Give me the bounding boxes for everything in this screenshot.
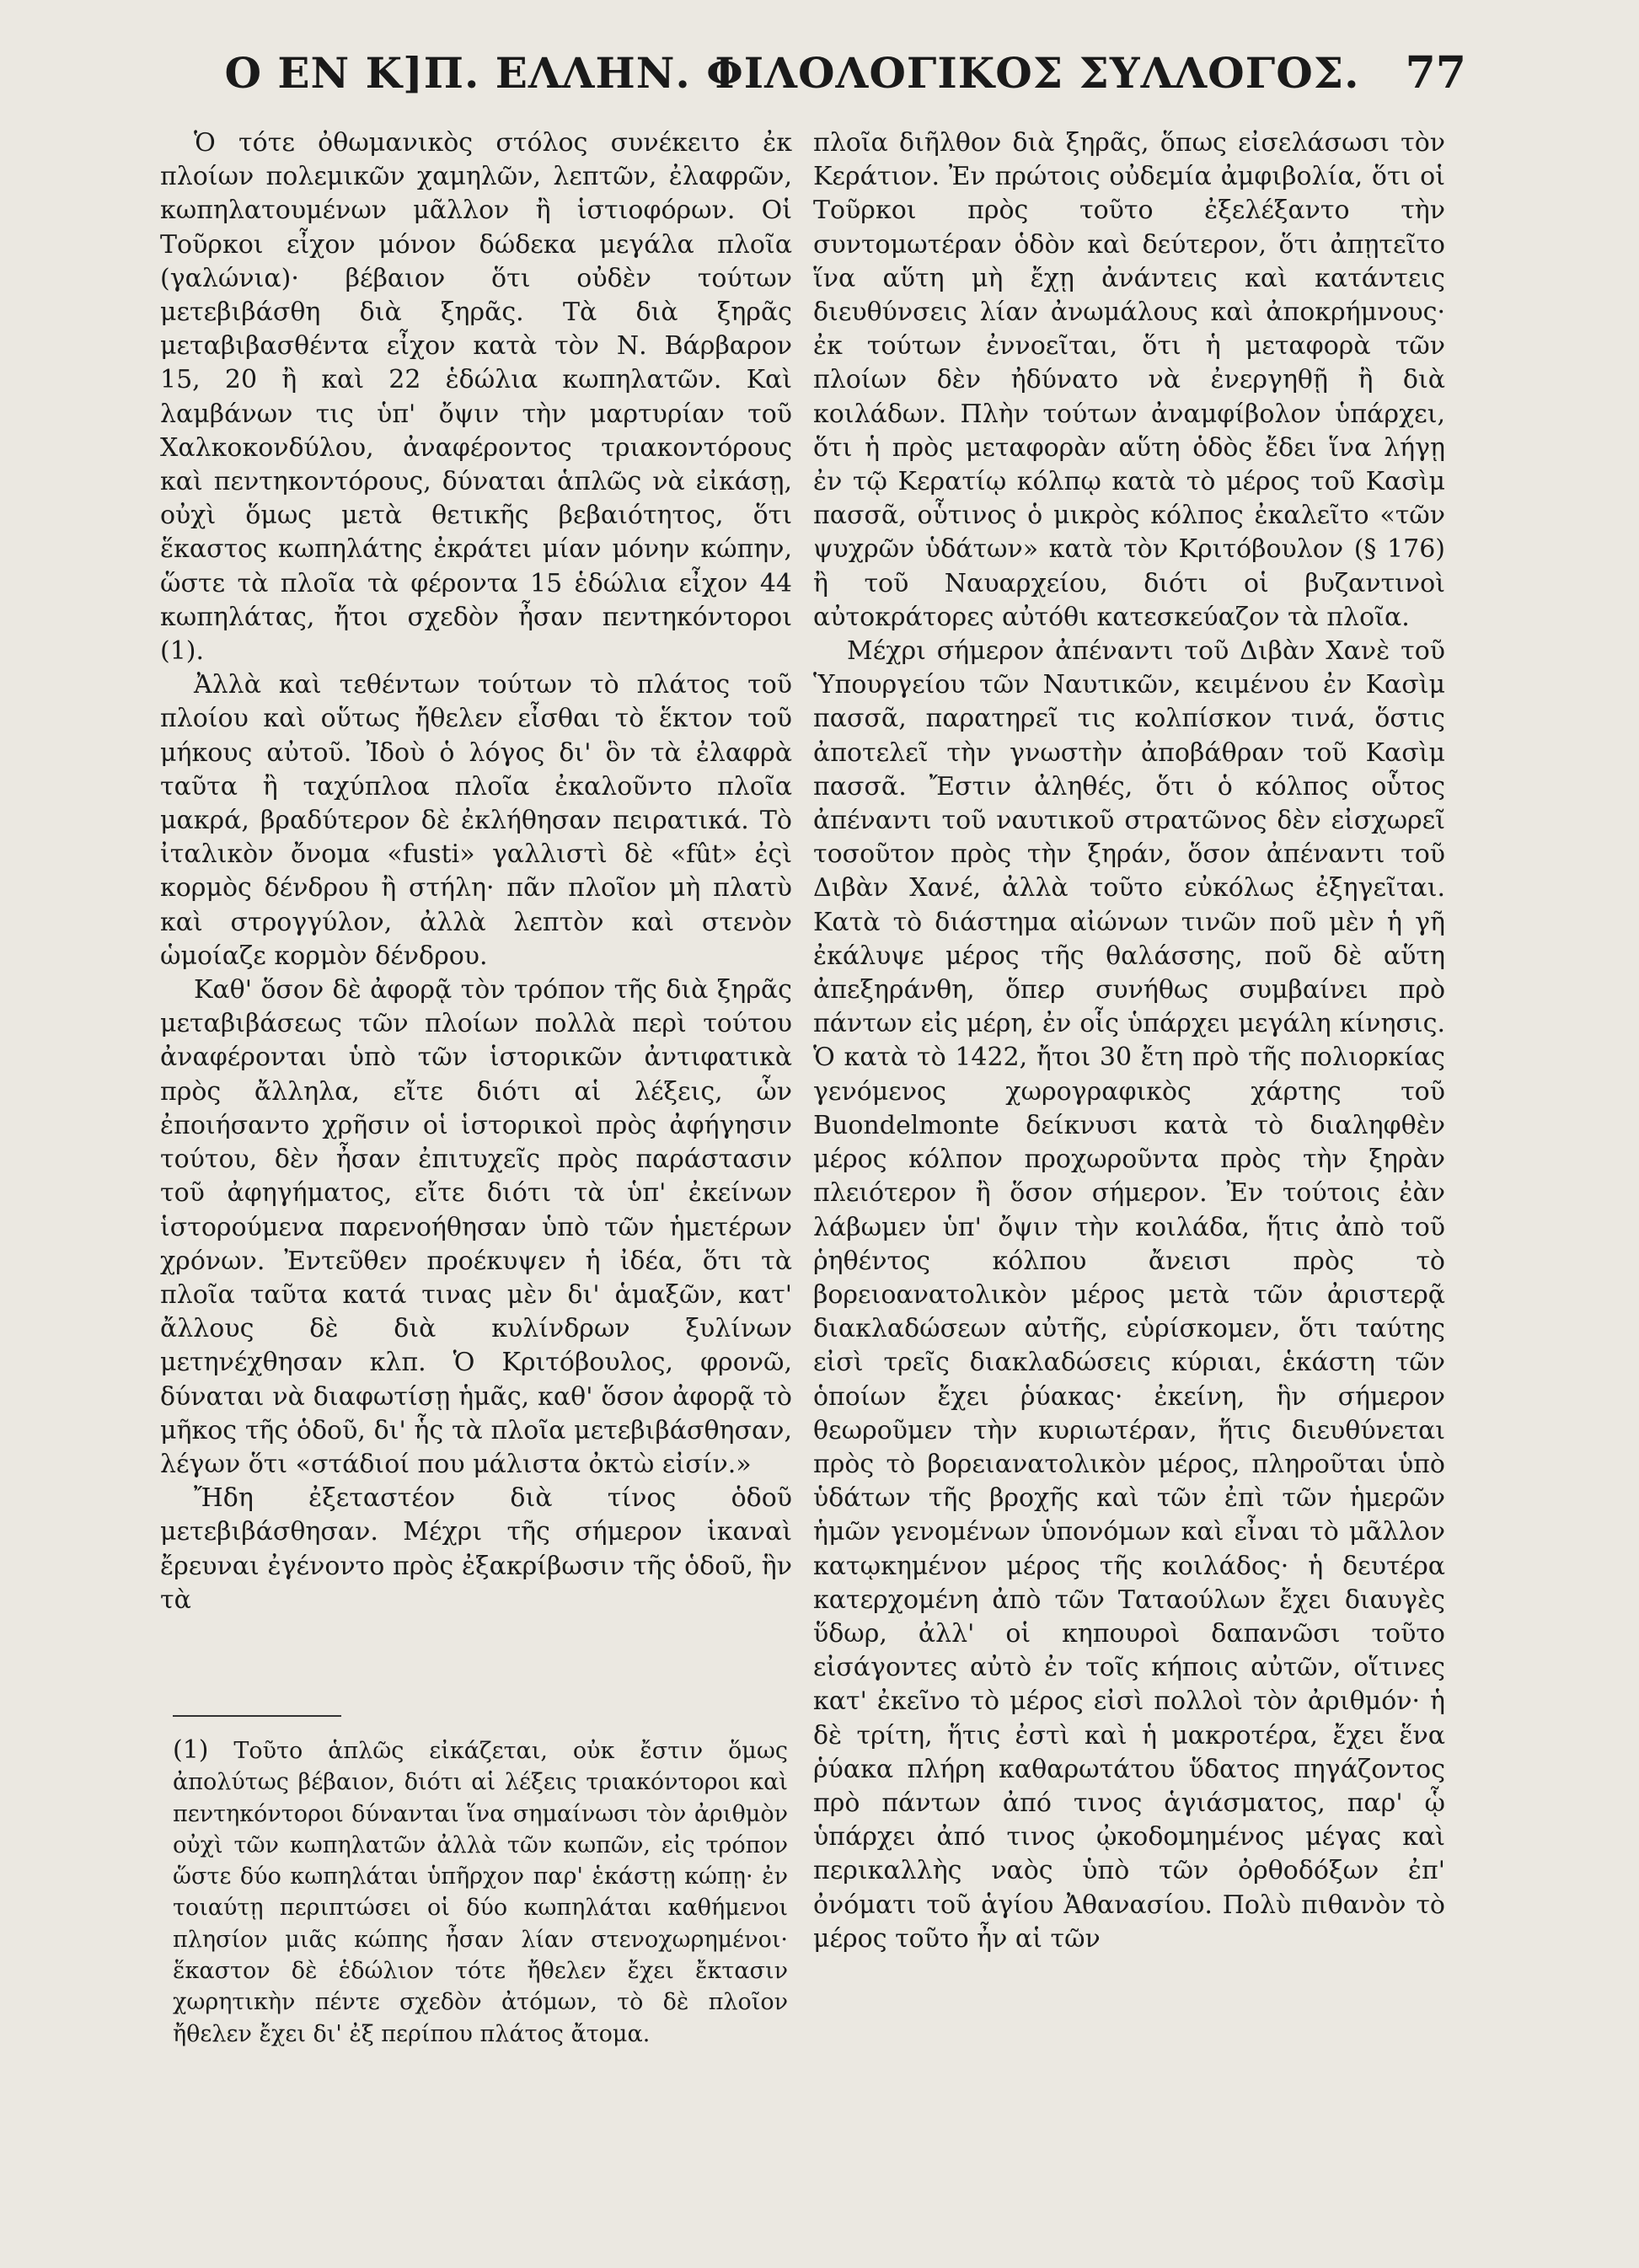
page-number: 77 <box>1405 47 1466 99</box>
left-column <box>160 126 792 1617</box>
paragraph: Καθ' ὅσον δὲ ἀφορᾷ τὸν τρόπον τῆς διὰ ξηρᾶς μεταβιβάσεως τῶν πλοίων πολλὰ περὶ τούτου ἀναφέρονται ὑπὸ τῶν ἱστορικῶν ἀντιφατικὰ πρὸς ἄλληλα, εἴτε διότι αἱ λέξεις, ὧν ἐποιήσαντο χρῆσιν οἱ ἱστορικοὶ πρὸς ἀφήγησιν τούτου, δὲν ἦσαν ἐπιτυχεῖς πρὸς παράστασιν τοῦ ἀφηγήματος, εἴτε διότι τὰ ὑπ' ἐκείνων ἱστορούμενα παρενοήθησαν ὑπὸ τῶν ἡμετέρων χρόνων. Ἐντεῦθεν προέκυψεν ἡ ἰδέα, ὅτι τὰ πλοῖα ταῦτα κατά τινας μὲν δι' ἁμαξῶν, κατ' ἄλλους δὲ διὰ κυλίνδρων ξυλίνων μετηνέχθησαν κλπ. Ὁ Κριτόβουλος, φρονῶ, δύναται νὰ διαφωτίσῃ ἡμᾶς, καθ' ὅσον ἀφορᾷ τὸ μῆκος τῆς ὁδοῦ, δι' ἧς τὰ πλοῖα μετεβιβάσθησαν, λέγων ὅτι «στάδιοί που μάλιστα ὀκτὼ εἰσίν.» <box>160 975 792 1479</box>
running-head: Ο ΕΝ Κ]Π. ΕΛΛΗΝ. ΦΙΛΟΛΟΓΙΚΟΣ ΣΥΛΛΟΓΟΣ. <box>224 48 1360 98</box>
paragraph: Μέχρι σήμερον ἀπέναντι τοῦ Διβὰν Χανὲ τοῦ Ὑπουργείου τῶν Ναυτικῶν, κειμένου ἐν Κασὶμ πασσᾶ, παρατηρεῖ τις κολπίσκον τινά, ὅστις ἀποτελεῖ τὴν γνωστὴν ἀποβάθραν τοῦ Κασὶμ πασσᾶ. Ἔστιν ἀληθές, ὅτι ὁ κόλπος οὗτος ἀπέναντι τοῦ ναυτικοῦ στρατῶνος δὲν εἰσχωρεῖ τοσοῦτον πρὸς τὴν ξηράν, ὅσον ἀπέναντι τοῦ Διβὰν Χανέ, ἀλλὰ τοῦτο εὐκόλως ἐξηγεῖται. Κατὰ τὸ διάστημα αἰώνων τινῶν ποῦ μὲν ἡ γῆ ἐκάλυψε μέρος τῆς θαλάσσης, ποῦ δὲ αὕτη ἀπεξηράνθη, ὅπερ συνήθως συμβαίνει πρὸ πάντων εἰς μέρη, ἐν οἷς ὑπάρχει μεγάλη κίνησις. Ὁ κατὰ τὸ 1422, ἤτοι 30 ἔτη πρὸ τῆς πολιορκίας γενόμενος χωρογραφικὸς χάρτης τοῦ Buondelmonte δείκνυσι κατὰ τὸ διαληφθὲν μέρος κόλπον προχωροῦντα πρὸς τὴν ξηρὰν πλειότερον ἢ ὅσον σήμερον. Ἐν τούτοις ἐὰν λάβωμεν ὑπ' ὄψιν τὴν κοιλάδα, ἥτις ἀπὸ τοῦ ῥηθέντος κόλπου ἄνεισι πρὸς τὸ βορειοανατολικὸν μέρος μετὰ τῶν ἀριστερᾷ διακλαδώσεων αὐτῆς, εὑρίσκομεν, ὅτι ταύτης εἰσὶ τρεῖς διακλαδώσεις κύριαι, ἑκάστη τῶν ὁποίων ἔχει ῥύακας· ἐκείνη, ἣν σήμερον θεωροῦμεν τὴν κυριωτέραν, ἥτις διευθύνεται πρὸς τὸ βορειανατολικὸν μέρος, πληροῦται ὑπὸ ὑδάτων τῆς βροχῆς καὶ τῶν ἐπὶ τῶν ἡμερῶν ἡμῶν γενομένων ὑπονόμων καὶ εἶναι τὸ μᾶλλον κατῳκημένον μέρος τῆς κοιλάδος· ἡ δευτέρα κατερχομένη ἀπὸ τῶν Ταταούλων ἔχει διαυγὲς ὕδωρ, ἀλλ' οἱ κηπουροὶ δαπανῶσι τοῦτο εἰσάγοντες αὐτὸ ἐν τοῖς κήποις αὐτῶν, οἵτινες κατ' ἐκεῖνο τὸ μέρος εἰσὶ πολλοὶ τὸν ἀριθμόν· ἡ δὲ τρίτη, ἥτις ἐστὶ καὶ ἡ μακροτέρα, ἔχει ἕνα ῥύακα πλήρη καθαρωτάτου ὕδατος πηγάζοντος πρὸ πάντων ἀπό τινος ἁγιάσματος, παρ' ᾧ ὑπάρχει ἀπό τινος ᾠκοδομημένος μέγας καὶ περικαλλὴς ναὸς ὑπὸ τῶν ὀρθοδόξων ἐπ' ὀνόματι τοῦ ἁγίου Ἀθανασίου. Πολὺ πιθανὸν τὸ μέρος τοῦτο ἦν αἱ τῶν <box>813 636 1445 1954</box>
footnote-rule <box>173 1715 341 1717</box>
paragraph: Ἀλλὰ καὶ τεθέντων τούτων τὸ πλάτος τοῦ πλοίου καὶ οὕτως ἤθελεν εἶσθαι τὸ ἕκτον τοῦ μήκους αὐτοῦ. Ἰδοὺ ὁ λόγος δι' ὃν τὰ ἐλαφρὰ ταῦτα ἢ ταχύπλοα πλοῖα ἐκαλοῦντο πλοῖα μακρά, βραδύτερον δὲ ἐκλήθησαν πειρατικά. Τὸ ἰταλικὸν ὄνομα «fusti» γαλλιστὶ δὲ «fût» ἐςὶ κορμὸς δένδρου ἢ στήλη· πᾶν πλοῖον μὴ πλατὺ καὶ στρογγύλον, ἀλλὰ λεπτὸν καὶ στενὸν ὡμοίαζε κορμὸν δένδρου. <box>160 670 792 971</box>
footnote-text: Τοῦτο ἁπλῶς εἰκάζεται, οὐκ ἔστιν ὅμως ἀπολύτως βέβαιον, διότι αἱ λέξεις τριακόντοροι καὶ πεντηκόντοροι δύνανται ἵνα σημαίνωσι τὸν ἀριθμὸν οὐχὶ τῶν κωπηλατῶν ἀλλὰ τῶν κωπῶν, εἰς τρόπον ὥστε δύο κωπηλάται ὑπῆρχον παρ' ἑκάστῃ κώπῃ· ἐν τοιαύτῃ περιπτώσει οἱ δύο κωπηλάται καθήμενοι πλησίον μιᾶς κώπης ἦσαν λίαν στενοχωρημένοι· ἕκαστον δὲ ἑδώλιον τότε ἤθελεν ἔχει ἔκτασιν χωρητικὴν πέντε σχεδὸν ἀτόμων, τὸ δὲ πλοῖον ἤθελεν ἔχει δι' ἐξ περίπου πλάτος ἄτομα. <box>173 1738 788 2047</box>
paragraph: πλοῖα διῆλθον διὰ ξηρᾶς, ὅπως εἰσελάσωσι τὸν Κεράτιον. Ἐν πρώτοις οὐδεμία ἀμφιβολία, ὅτι οἱ Τοῦρκοι πρὸς τοῦτο ἐξελέξαντο τὴν συντομωτέραν ὁδὸν καὶ δεύτερον, ὅτι ἀπῃτεῖτο ἵνα αὕτη μὴ ἔχῃ ἀνάντεις καὶ κατάντεις διευθύνσεις λίαν ἀνωμάλους καὶ ἀποκρήμνους· ἐκ τούτων ἐννοεῖται, ὅτι ἡ μεταφορὰ τῶν πλοίων δὲν ἠδύνατο νὰ ἐνεργηθῇ ἢ διὰ κοιλάδων. Πλὴν τούτων ἀναμφίβολον ὑπάρχει, ὅτι ἡ πρὸς μεταφορὰν αὕτη ὁδὸς ἔδει ἵνα λήγῃ ἐν τῷ Κερατίῳ κόλπῳ κατὰ τὸ μέρος τοῦ Κασὶμ πασσᾶ, οὗτινος ὁ μικρὸς κόλπος ἐκαλεῖτο «τῶν ψυχρῶν ὑδάτων» κατὰ τὸν Κριτόβουλον (§ 176) ἢ τοῦ Ναυαρχείου, διότι οἱ βυζαντινοὶ αὐτοκράτορες αὐτόθι κατεσκεύαζον τὰ πλοῖα. <box>813 128 1445 632</box>
right-column <box>813 126 1445 1956</box>
paragraph: Ὁ τότε ὀθωμανικὸς στόλος συνέκειτο ἐκ πλοίων πολεμικῶν χαμηλῶν, λεπτῶν, ἐλαφρῶν, κωπηλατουμένων μᾶλλον ἢ ἱστιοφόρων. Οἱ Τοῦρκοι εἶχον μόνον δώδεκα μεγάλα πλοῖα (γαλώνια)· βέβαιον ὅτι οὐδὲν τούτων μετεβιβάσθη διὰ ξηρᾶς. Τὰ διὰ ξηρᾶς μεταβιβασθέντα εἶχον κατὰ τὸν Ν. Βάρβαρον 15, 20 ἢ καὶ 22 ἑδώλια κωπηλατῶν. Καὶ λαμβάνων τις ὑπ' ὄψιν τὴν μαρτυρίαν τοῦ Χαλκοκονδύλου, ἀναφέροντος τριακοντόρους καὶ πεντηκοντόρους, δύναται ἁπλῶς νὰ εἰκάσῃ, οὐχὶ ὅμως μετὰ θετικῆς βεβαιότητος, ὅτι ἕκαστος κωπηλάτης ἐκράτει μίαν μόνην κώπην, ὥστε τὰ πλοῖα τὰ φέροντα 15 ἑδώλια εἶχον 44 κωπηλάτας, ἤτοι σχεδὸν ἦσαν πεντηκόντοροι (1). <box>160 128 792 667</box>
page-header <box>118 44 1466 103</box>
footnote <box>173 1735 788 2050</box>
footnote-mark: (1) <box>173 1735 209 1765</box>
paragraph: Ἤδη ἐξεταστέον διὰ τίνος ὁδοῦ μετεβιβάσθησαν. Μέχρι τῆς σήμερον ἱκαναὶ ἔρευναι ἐγένοντο πρὸς ἐξακρίβωσιν τῆς ὁδοῦ, ἣν τὰ <box>160 1483 792 1615</box>
